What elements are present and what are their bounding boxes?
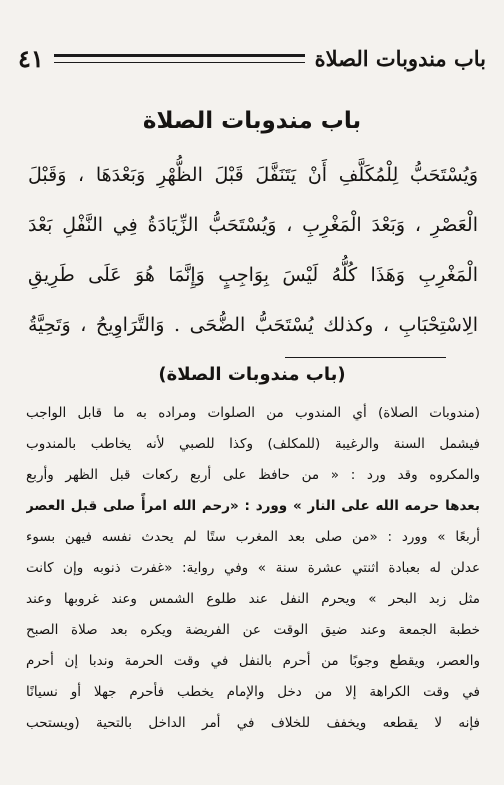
commentary-heading: (باب مندوبات الصلاة) bbox=[158, 364, 346, 385]
commentary-line: والمكروه وقد ورد : « من حافظ على أربع ركعات قبل الظهر وأربع bbox=[26, 467, 480, 483]
main-text-line: الِاسْتِحْبَابِ ، وكذلك يُسْتَحَبُّ الضُّحَى . وَالتَّرَاوِيحُ ، وَتَحِيَّةُ bbox=[28, 314, 478, 336]
footnote-separator bbox=[285, 357, 446, 358]
commentary-line: في وقت الكراهة إلا من دخل والإمام يخطب فأحرم جهلا أو نسيانًا bbox=[26, 684, 480, 700]
commentary-line: والعصر، ويقطع وجوبًا من أحرم بالنفل في وقت الحرمة وندبا إن أحرم bbox=[26, 653, 480, 669]
main-text-line: الْعَصْرِ ، وَبَعْدَ الْمَغْرِبِ ، وَيُسْتَحَبُّ الزِّيَادَةُ فِي النَّفْلِ بَعْدَ bbox=[28, 214, 478, 236]
commentary-text bbox=[26, 398, 480, 739]
main-text bbox=[28, 150, 478, 350]
commentary-line: مثل زبد البحر » ويحرم النفل عند طلوع الشمس وعند غروبها وعند bbox=[26, 591, 480, 607]
running-header bbox=[18, 38, 486, 78]
commentary-line: خطبة الجمعة وعند ضيق الوقت عن الفريضة ويكره بعد صلاة الصبح bbox=[26, 622, 480, 638]
running-title: باب مندوبات الصلاة bbox=[314, 45, 486, 71]
main-text-line: وَيُسْتَحَبُّ لِلْمُكَلَّفِ أَنْ يَتَنَفَّلَ قَبْلَ الظُّهْرِ وَبَعْدَهَا ، وَقَبْلَ bbox=[28, 164, 478, 186]
commentary-line: بعدها حرمه الله على النار » وورد : «رحم الله امرأً صلى قبل العصر bbox=[26, 498, 480, 514]
main-text-line: الْمَغْرِبِ وَهَذَا كُلُّهُ لَيْسَ بِوَاجِبٍ وَإِنَّمَا هُوَ عَلَى طَرِيقِ bbox=[28, 264, 478, 286]
commentary-line: فإنه لا يقطعه ويخفف للخلاف في أمر الداخل بالتحية (ويستحب bbox=[26, 715, 480, 731]
commentary-line: عدلن له بعبادة اثنتي عشرة سنة » وفي رواية: «غفرت ذنوبه وإن كانت bbox=[26, 560, 480, 576]
page-number: ٤١ bbox=[18, 43, 44, 73]
header-rule bbox=[54, 54, 305, 63]
chapter-heading: باب مندوبات الصلاة bbox=[142, 108, 362, 134]
commentary-line: أربعًا » وورد : «من صلى بعد المغرب ستًا لم يحدث نفسه فيهن بسوء bbox=[26, 529, 480, 545]
commentary-line: (مندوبات الصلاة) أي المندوب من الصلوات ومراده به ما قابل الواجب bbox=[26, 405, 480, 421]
commentary-line: فيشمل السنة والرغيبة (للمكلف) وكذا للصبي لأنه يخاطب بالمندوب bbox=[26, 436, 480, 452]
